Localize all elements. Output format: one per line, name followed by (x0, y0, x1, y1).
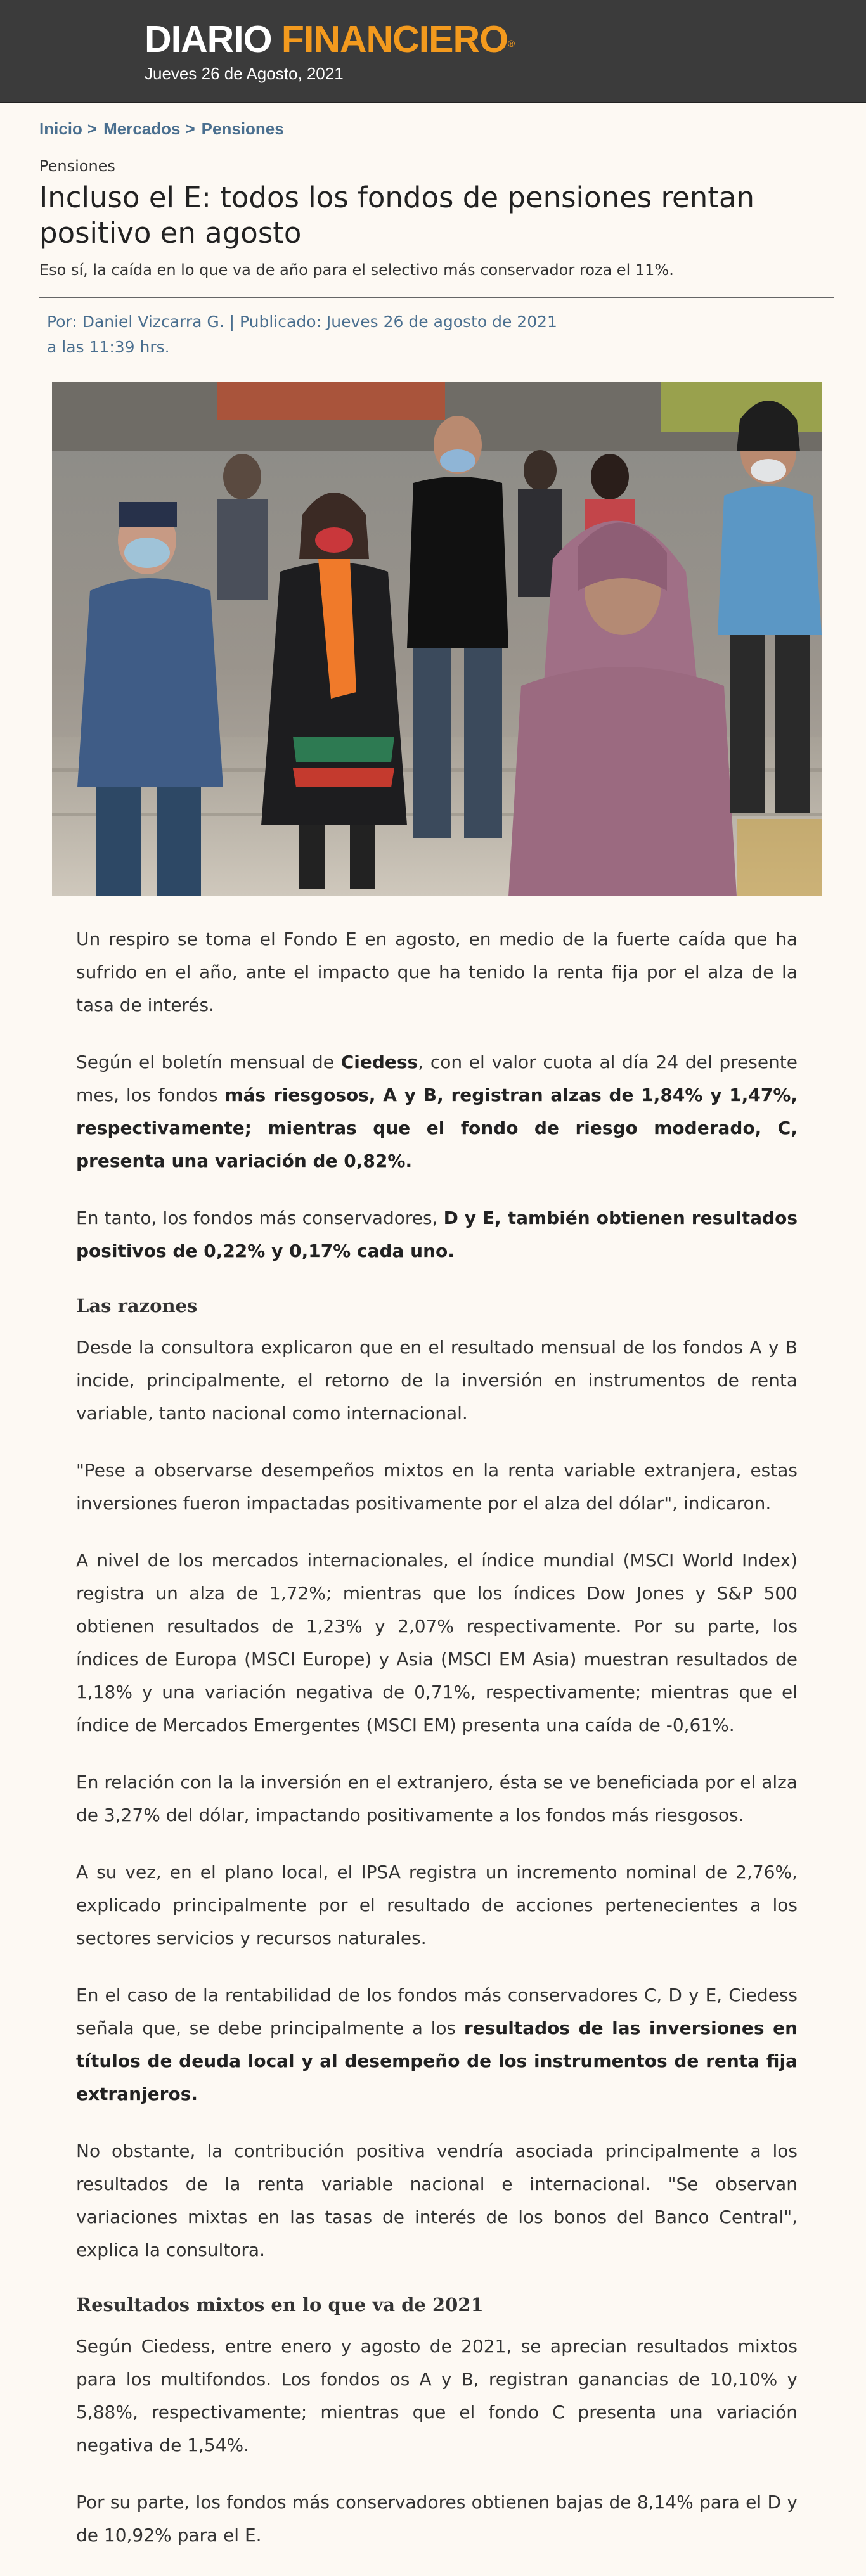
article-paragraph (76, 1544, 798, 1742)
paragraph-text: Un respiro se toma el Fondo E en agosto, en medio de la fuerte caída que ha sufrido en el año, ante el impacto que ha tenido la renta fija por el alza de la tasa de interés. (76, 929, 798, 1015)
title-divider (39, 297, 834, 298)
article-paragraph (76, 1331, 798, 1430)
breadcrumb (39, 119, 284, 139)
paragraph-text: A nivel de los mercados internacionales, el índice mundial (MSCI World Index) registra un alza de 1,72%; mientras que los índices Dow Jones y S&P 500 obtienen resultados de 1,23% y 2,07% respectivamente. Por su parte, los índices de Europa (MSCI Europe) y Asia (MSCI EM Asia) muestran resultados de 1,18% y una variación negativa de 0,71%, respectivamente; mientras que el índice de Mercados Emergentes (MSCI EM) presenta una caída de -0,61%. (76, 1550, 798, 1736)
article-paragraph (76, 1766, 798, 1832)
paragraph-text: Según Ciedess, entre enero y agosto de 2021, se aprecian resultados mixtos para los multifondos. Los fondos os A y B, registran ganancias de 10,10% y 5,88%, respectivamente; mientras que el fondo C presenta una variación negativa de 1,54%. (76, 2336, 798, 2456)
article-paragraph (76, 1202, 798, 1268)
paragraph-text: Desde la consultora explicaron que en el resultado mensual de los fondos A y B incide, principalmente, el retorno de la inversión en instrumentos de renta variable, tanto nacional como internacional. (76, 1337, 798, 1424)
logo-registered-mark: ® (508, 39, 515, 49)
breadcrumb-separator: > (87, 119, 98, 138)
paragraph-text: , con el valor cuota al día 24 del presente mes, los fondos (76, 1052, 798, 1105)
header-date: Jueves 26 de Agosto, 2021 (145, 64, 344, 83)
paragraph-text: "Pese a observarse desempeños mixtos en la renta variable extranjera, estas inversiones fueron impactadas positivamente por el alza del dólar", indicaron. (76, 1460, 798, 1514)
paragraph-text: Según el boletín mensual de (76, 1052, 341, 1072)
article-paragraph (76, 1454, 798, 1520)
section-label: Pensiones (39, 157, 115, 175)
article-paragraph (76, 2330, 798, 2462)
logo-word-financiero: FINANCIERO (281, 18, 508, 60)
paragraph-bold-text: Ciedess (340, 1052, 418, 1072)
paragraph-text: Por su parte, los fondos más conservadores obtienen bajas de 8,14% para el D y de 10,92% para el E. (76, 2492, 798, 2546)
article-subtitle: Eso sí, la caída en lo que va de año para el selectivo más conservador roza el 11%. (39, 261, 674, 279)
logo-word-diario: DIARIO (145, 18, 272, 60)
section-heading-resultados: Resultados mixtos en lo que va de 2021 (76, 2294, 484, 2315)
breadcrumb-link-pensiones[interactable]: Pensiones (201, 119, 284, 138)
site-header (0, 0, 866, 103)
section-heading-razones: Las razones (76, 1295, 198, 1317)
article-paragraph (76, 923, 798, 1022)
paragraph-text: En el caso de la rentabilidad de los fondos más conservadores C, D y E, Ciedess señala que, se debe principalmente a los (76, 1985, 798, 2038)
article-body (76, 923, 798, 2576)
article-paragraph (76, 1046, 798, 1178)
paragraph-text: No obstante, la contribución positiva vendría asociada principalmente a los resultados de la renta variable nacional e internacional. "Se observan variaciones mixtas en las tasas de interés de los bonos del Banco Central", explica la consultora. (76, 2141, 798, 2260)
article-paragraph (76, 1856, 798, 1955)
paragraph-text: En relación con la la inversión en el extranjero, ésta se ve beneficiada por el alza de 3,27% del dólar, impactando positivamente a los fondos más riesgosos. (76, 1772, 798, 1826)
article-photo (52, 382, 822, 896)
article-paragraph (76, 1979, 798, 2111)
paragraph-bold-text: D y E, también obtienen resultados positivos de 0,22% y 0,17% cada uno. (76, 1208, 798, 1261)
paragraph-bold-text: más riesgosos, A y B, registran alzas de 1,84% y 1,47%, respectivamente; mientras que el fondo de riesgo moderado, C, presenta una variación de 0,82%. (76, 1085, 798, 1171)
site-logo[interactable] (145, 14, 514, 65)
article-title: Incluso el E: todos los fondos de pensiones rentan positivo en agosto (39, 181, 754, 250)
street-photo-illustration (52, 382, 822, 896)
breadcrumb-separator: > (185, 119, 195, 138)
article-paragraph (76, 2135, 798, 2267)
paragraph-bold-text: resultados de las inversiones en títulos de deuda local y al desempeño de los instrumentos de renta fija extranjeros. (76, 2018, 798, 2104)
breadcrumb-link-mercados[interactable]: Mercados (103, 119, 181, 138)
paragraph-text: A su vez, en el plano local, el IPSA registra un incremento nominal de 2,76%, explicado principalmente por el resultado de acciones pertenecientes a los sectores servicios y recursos naturales. (76, 1862, 798, 1948)
paragraph-text: En tanto, los fondos más conservadores, (76, 1208, 444, 1228)
article-byline: Por: Daniel Vizcarra G. | Publicado: Jueves 26 de agosto de 2021 a las 11:39 hrs. (47, 312, 557, 356)
article-paragraph (76, 2486, 798, 2552)
breadcrumb-link-inicio[interactable]: Inicio (39, 119, 82, 138)
